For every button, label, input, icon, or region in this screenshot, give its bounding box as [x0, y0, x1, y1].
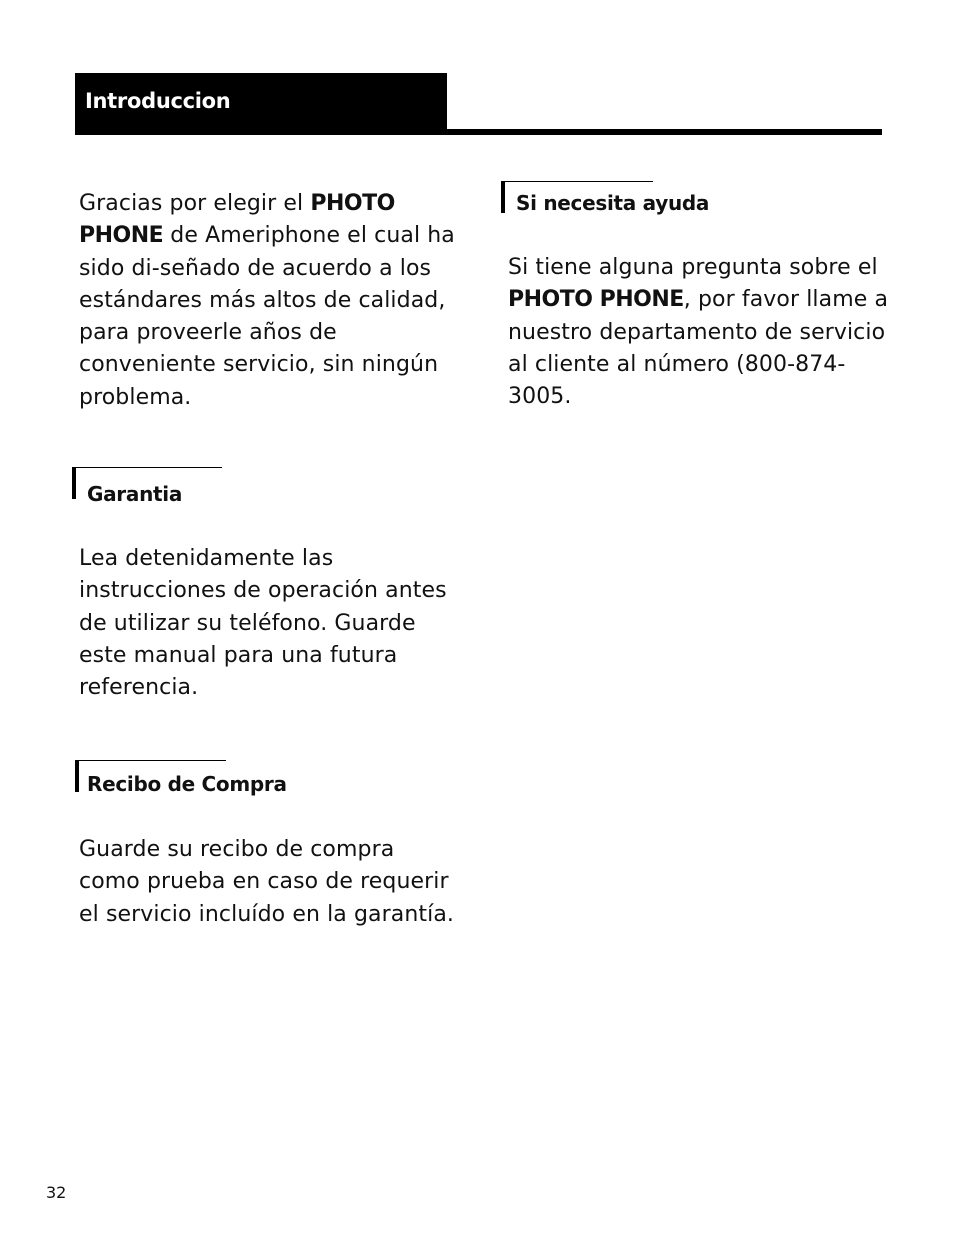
text-line	[79, 253, 455, 285]
ayuda-heading-rule	[501, 181, 653, 182]
intro-paragraph	[79, 188, 455, 414]
text-line	[79, 543, 447, 575]
page-number: 32	[46, 1183, 67, 1202]
text-run: Guarde su recibo de compra	[79, 837, 395, 862]
text-run: referencia.	[79, 675, 199, 701]
text-line	[508, 252, 888, 284]
recibo-heading-rule	[75, 760, 226, 761]
text-run: nuestro departamento de servicio	[508, 319, 886, 345]
ayuda-heading: Si necesita ayuda	[516, 191, 710, 215]
text-run: Gracias por elegir el	[79, 191, 311, 216]
text-run: de utilizar su teléfono. Guarde	[79, 610, 416, 636]
text-line	[79, 349, 455, 381]
recibo-paragraph	[79, 834, 454, 931]
ayuda-heading-bar	[501, 181, 505, 213]
text-run: al cliente al número (800-874-	[508, 351, 846, 377]
text-run: Si tiene alguna pregunta sobre el	[508, 255, 878, 280]
text-line	[79, 382, 455, 414]
text-line	[508, 284, 888, 316]
text-run: Lea detenidamente las	[79, 546, 334, 571]
text-line	[79, 575, 447, 607]
garantia-heading-rule	[72, 467, 222, 468]
text-line	[79, 317, 455, 349]
text-line	[508, 381, 888, 413]
text-line	[79, 188, 455, 220]
product-name: PHOTO PHONE	[508, 287, 684, 313]
recibo-heading-bar	[75, 760, 79, 792]
recibo-heading: Recibo de Compra	[87, 772, 287, 796]
text-line	[79, 866, 454, 898]
text-run: de Ameriphone el cual ha	[163, 223, 455, 249]
garantia-paragraph	[79, 543, 447, 704]
text-run: 3005.	[508, 384, 572, 410]
text-run: sido di-señado de acuerdo a los	[79, 255, 432, 281]
header-rule	[447, 129, 882, 135]
text-run: , por favor llame a	[683, 287, 889, 313]
text-run: estándares más altos de calidad,	[79, 287, 446, 313]
text-run: para proveerle años de	[79, 320, 337, 346]
text-line	[79, 608, 447, 640]
text-line	[508, 317, 888, 349]
garantia-heading-bar	[72, 467, 76, 499]
text-line	[79, 834, 454, 866]
text-line	[79, 640, 447, 672]
text-line	[508, 349, 888, 381]
text-line	[79, 899, 454, 931]
text-line	[79, 672, 447, 704]
text-run: problema.	[79, 384, 192, 410]
text-run: el servicio incluído en la garantía.	[79, 901, 455, 927]
text-run: este manual para una futura	[79, 642, 398, 668]
text-line	[79, 220, 455, 252]
text-run: instrucciones de operación antes	[79, 578, 447, 604]
text-run: conveniente servicio, sin ningún	[79, 352, 439, 378]
text-run: como prueba en caso de requerir	[79, 869, 449, 895]
text-line	[79, 285, 455, 317]
page-title: Introduccion	[85, 89, 231, 113]
garantia-heading: Garantia	[87, 482, 183, 506]
ayuda-paragraph	[508, 252, 888, 413]
product-name: PHOTO	[310, 191, 395, 216]
product-name: PHONE	[79, 223, 164, 249]
